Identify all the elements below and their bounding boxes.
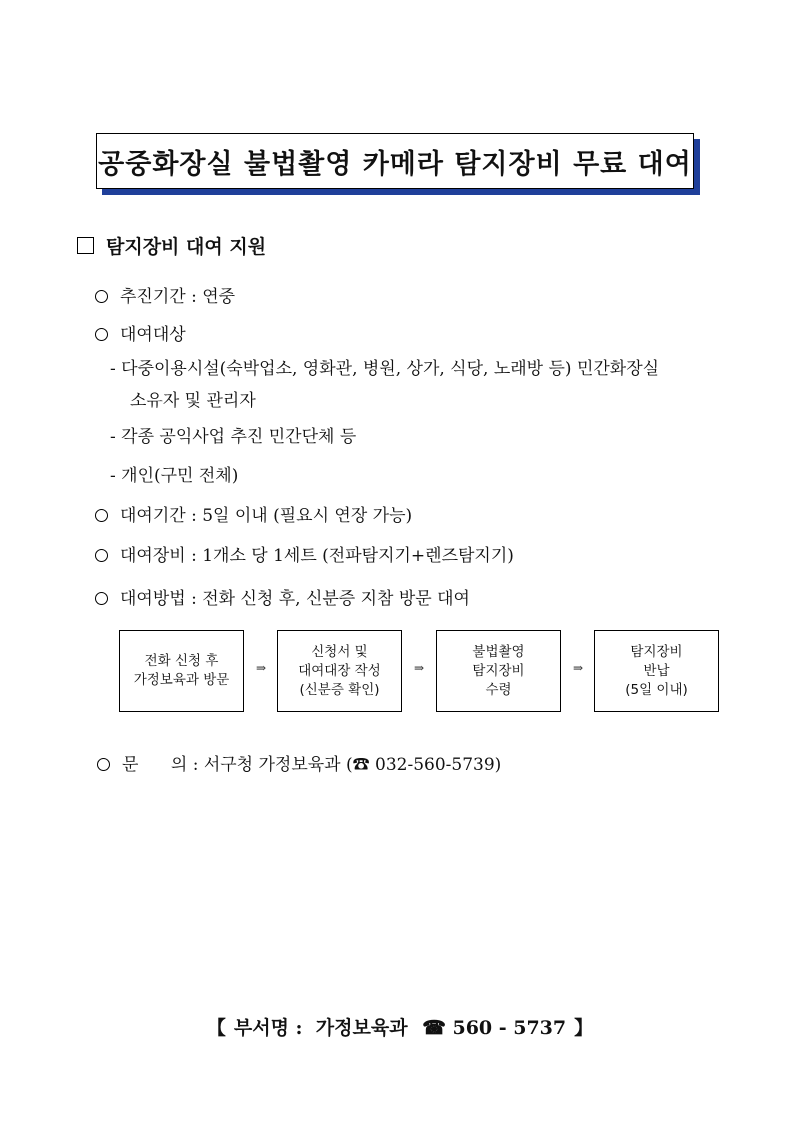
circle-bullet-icon [97,758,110,771]
item-method: 대여방법 : 전화 신청 후, 신분증 지참 방문 대여 [95,584,470,609]
item-equipment: 대여장비 : 1개소 당 1세트 (전파탐지기+렌즈탐지기) [95,541,514,566]
item-target-sub1-cont: 소유자 및 관리자 [130,391,256,411]
section-heading [77,232,266,259]
flow-arrow-icon: ⇒ [573,661,584,675]
circle-bullet-icon [95,328,108,341]
department-phone: ☎ 560 - 5737 [422,1017,567,1039]
flow-arrow-icon: ⇒ [256,661,267,675]
bracket-open: 【 [206,1017,226,1039]
checkbox-icon [77,237,94,254]
item-target-sub1: - 다중이용시설(숙박업소, 영화관, 병원, 상가, 식당, 노래방 등) 민간화장실 [110,359,660,379]
item-period: 추진기간 : 연중 [95,282,235,307]
item-target-sub2: - 각종 공익사업 추진 민간단체 등 [110,427,357,447]
page-title: 공중화장실 불법촬영 카메라 탐지장비 무료 대여 [96,133,694,189]
item-target-sub3: - 개인(구민 전체) [110,466,239,486]
flow-step-1: 전화 신청 후 가정보육과 방문 [119,630,244,712]
department-footer [0,1013,800,1040]
flow-step-2: 신청서 및 대여대장 작성 (신분증 확인) [277,630,402,712]
item-contact: 문 의 : 서구청 가정보육과 (☎ 032-560-5739) [97,750,501,775]
item-target: 대여대상 [95,320,186,345]
item-rental-period: 대여기간 : 5일 이내 (필요시 연장 가능) [95,501,412,526]
title-frame [96,133,694,189]
department-name: 부서명 : 가정보육과 [233,1017,408,1039]
flow-step-3: 불법촬영 탐지장비 수령 [436,630,561,712]
circle-bullet-icon [95,592,108,605]
flow-arrow-icon: ⇒ [414,661,425,675]
flow-step-4: 탐지장비 반납 (5일 이내) [594,630,719,712]
section-heading-text: 탐지장비 대여 지원 [106,236,267,258]
circle-bullet-icon [95,290,108,303]
circle-bullet-icon [95,549,108,562]
bracket-close: 】 [574,1017,594,1039]
circle-bullet-icon [95,509,108,522]
